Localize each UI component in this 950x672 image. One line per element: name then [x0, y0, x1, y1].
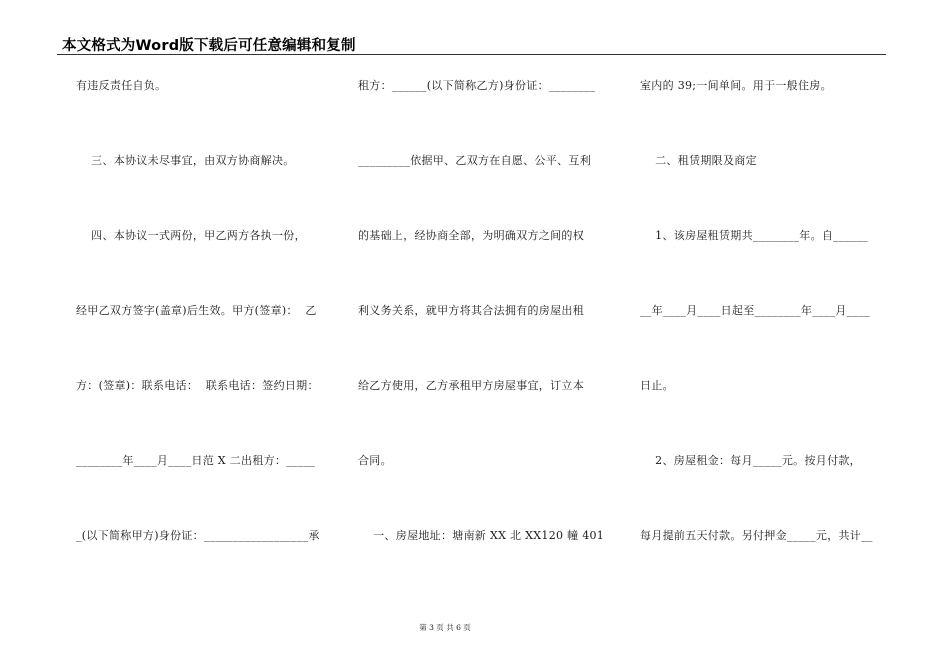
- text-line: 经甲乙双方签字(盖章)后生效。甲方(签章)： 乙: [76, 304, 317, 317]
- text-line: 2、房屋租金：每月_____元。按月付款，: [640, 454, 861, 467]
- text-line: 日止。: [640, 379, 674, 392]
- text-line: 四、本协议一式两份，甲乙两方各执一份，: [76, 229, 306, 242]
- text-line: 1、该房屋租赁期共________年。自______: [640, 229, 868, 242]
- text-line: 合同。: [358, 454, 392, 467]
- text-line: 方：(签章)：联系电话： 联系电话：签约日期：: [76, 379, 319, 392]
- text-line: 每月提前五天付款。另付押金_____元，共计__: [640, 529, 873, 542]
- text-line: 给乙方使用，乙方承租甲方房屋事宜，订立本: [358, 379, 584, 392]
- text-line: ________年____月____日范 X 二出租方：_____: [76, 454, 316, 467]
- text-line: 有违反责任自负。: [76, 79, 167, 92]
- text-line: 的基础上，经协商全部，为明确双方之间的权: [358, 229, 584, 242]
- header-divider: [57, 54, 886, 55]
- document-header-title: 本文格式为Word版下载后可任意编辑和复制: [62, 38, 356, 54]
- text-line: 室内的 39;一间单间。用于一般住房。: [640, 79, 832, 92]
- text-line: __年____月____日起至________年____月____: [640, 304, 870, 317]
- text-line: 租方：______(以下简称乙方)身份证：________: [358, 79, 596, 92]
- text-line: _________依据甲、乙双方在自愿、公平、互利: [358, 154, 591, 167]
- text-line: 利义务关系，就甲方将其合法拥有的房屋出租: [358, 304, 584, 317]
- page-number-footer: 第 3 页 共 6 页: [419, 623, 471, 632]
- text-line: _(以下简称甲方)身份证：__________________承: [76, 529, 320, 542]
- text-line: 三、本协议未尽事宜，由双方协商解决。: [76, 154, 295, 167]
- text-line: 二、租赁期限及商定: [640, 154, 757, 167]
- text-line: 一、房屋地址：塘南新 XX 北 XX120 幢 401: [358, 529, 605, 542]
